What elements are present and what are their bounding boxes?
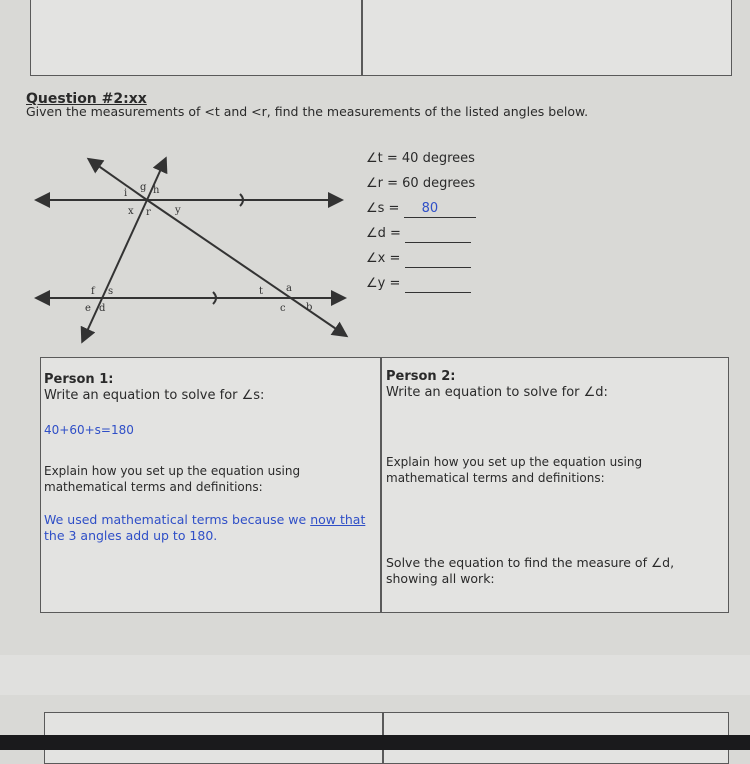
svg-text:b: b	[306, 302, 313, 313]
svg-text:x: x	[128, 206, 134, 217]
svg-text:y: y	[175, 205, 181, 216]
svg-text:t: t	[259, 286, 264, 297]
angle-x-answer[interactable]	[405, 251, 471, 268]
svg-text:e: e	[85, 303, 91, 314]
svg-text:h: h	[153, 185, 160, 196]
angle-x[interactable]: ∠x =	[366, 251, 476, 276]
person2-cell[interactable]	[386, 369, 716, 587]
person2-solve-prompt: Solve the equation to find the measure of ∠d, showing all work:	[386, 555, 675, 586]
person1-prompt: Write an equation to solve for ∠s:	[44, 388, 265, 403]
table-divider	[380, 358, 382, 612]
person1-explain-prompt: Explain how you set up the equation using mathematical terms and definitions:	[44, 464, 301, 494]
table-divider	[361, 0, 363, 75]
work-table	[40, 357, 729, 613]
angle-d[interactable]: ∠d =	[366, 226, 476, 251]
svg-text:c: c	[280, 303, 286, 314]
question-title: Question #2:xx	[26, 91, 147, 107]
person1-explain-answer[interactable]: We used mathematical terms because we now that the 3 angles add up to 180.	[44, 512, 366, 543]
svg-text:i: i	[124, 188, 128, 199]
svg-text:d: d	[99, 303, 106, 314]
svg-text:r: r	[146, 207, 151, 218]
person2-heading: Person 2:	[386, 369, 456, 384]
angle-y[interactable]: ∠y =	[366, 276, 476, 301]
person1-cell[interactable]	[44, 372, 374, 544]
angle-list	[366, 151, 476, 301]
angle-r: ∠r = 60 degrees	[366, 176, 476, 191]
angle-d-answer[interactable]	[405, 226, 471, 243]
question-prompt: Given the measurements of <t and <r, find the measurements of the listed angles below.	[26, 104, 589, 119]
svg-text:a: a	[286, 283, 292, 294]
angle-t: ∠t = 40 degrees	[366, 151, 475, 166]
person2-prompt: Write an equation to solve for ∠d:	[386, 385, 608, 400]
person1-equation[interactable]: 40+60+s=180	[44, 423, 134, 437]
person1-heading: Person 1:	[44, 372, 114, 387]
svg-text:s: s	[108, 286, 114, 297]
svg-text:g: g	[140, 182, 147, 193]
angle-s[interactable]: ∠s = 80	[366, 201, 476, 226]
transversal-2	[90, 160, 147, 200]
svg-text:f: f	[91, 286, 95, 297]
page-break	[0, 655, 750, 695]
screen-bezel	[0, 735, 750, 750]
parallel-lines-diagram	[0, 0, 360, 350]
angle-y-answer[interactable]	[405, 276, 471, 293]
angle-s-answer[interactable]: 80	[404, 201, 476, 218]
person2-explain-prompt: Explain how you set up the equation using mathematical terms and definitions:	[386, 455, 643, 485]
